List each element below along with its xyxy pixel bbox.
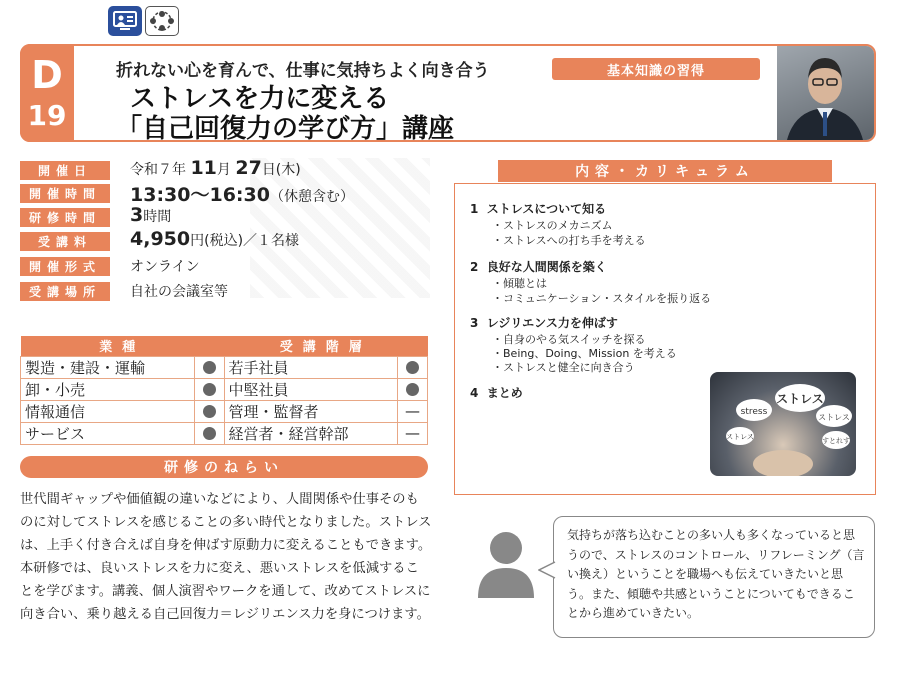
bubble-text: ストレス bbox=[776, 392, 824, 406]
table-row bbox=[21, 356, 428, 378]
aims-text: 世代間ギャップや価値観の違いなどにより、人間関係や仕事そのものに対してストレスを感じることの多い時代となりました。ストレスは、上手く付き合えば自身を伸ばす原動力に変えることもできます。本研修では、良いストレスを力に変え、悪いストレスを低減することを学びます。講義、個人演習やワークを通して、改めてストレスに向き合い、乗り越える自己回復力＝レジリエンス力を身につけます。 bbox=[20, 492, 432, 622]
level-mark: — bbox=[398, 422, 428, 444]
curriculum-item: 2 良好な人間関係を築く bbox=[470, 260, 607, 274]
industry-level-table bbox=[20, 336, 428, 445]
instructor-photo bbox=[777, 46, 874, 140]
level-mark bbox=[398, 378, 428, 400]
industry-header: 業種 bbox=[21, 336, 225, 356]
course-code-box bbox=[20, 44, 74, 142]
curriculum-item: 4 まとめ bbox=[470, 386, 523, 400]
info-label: 受講料 bbox=[20, 232, 110, 251]
curriculum-sub: ・ストレスへの打ち手を考える bbox=[492, 234, 646, 247]
level-cell: 管理・監督者 bbox=[224, 400, 398, 422]
info-label: 研修時間 bbox=[20, 208, 110, 227]
course-title-line1: ストレスを力に変える bbox=[130, 84, 390, 114]
industry-mark bbox=[194, 422, 224, 444]
bubble-text: stress bbox=[740, 407, 768, 417]
table-row bbox=[21, 422, 428, 444]
curriculum-item: 1 ストレスについて知る bbox=[470, 202, 607, 216]
bubble-text: ストレス bbox=[726, 433, 754, 441]
info-label: 受講場所 bbox=[20, 282, 110, 301]
industry-cell: サービス bbox=[21, 422, 195, 444]
info-value: 13:30～16:30（休憩含む） bbox=[130, 184, 354, 206]
industry-cell: 情報通信 bbox=[21, 400, 195, 422]
group-work-icon bbox=[145, 6, 179, 36]
info-value: 3時間 bbox=[130, 204, 172, 226]
table-row bbox=[21, 400, 428, 422]
info-label: 開催日 bbox=[20, 161, 110, 180]
curriculum-sub: ・コミュニケーション・スタイルを振り返る bbox=[492, 292, 712, 305]
stress-illustration bbox=[710, 372, 856, 476]
level-cell: 中堅社員 bbox=[224, 378, 398, 400]
table-row bbox=[21, 378, 428, 400]
info-value: オンライン bbox=[130, 259, 200, 275]
info-value: 4,950円(税込)／１名様 bbox=[130, 228, 300, 250]
info-value: 自社の会議室等 bbox=[130, 284, 228, 300]
course-letter: D bbox=[31, 53, 63, 97]
info-row-duration bbox=[20, 204, 172, 227]
info-row-format bbox=[20, 256, 200, 276]
level-header: 受講階層 bbox=[224, 336, 428, 356]
level-cell: 若手社員 bbox=[224, 356, 398, 378]
bubble-text: すとれす bbox=[822, 437, 850, 445]
info-label: 開催時間 bbox=[20, 184, 110, 203]
industry-mark bbox=[194, 356, 224, 378]
curriculum-sub: ・ストレスのメカニズム bbox=[492, 219, 613, 232]
industry-mark bbox=[194, 400, 224, 422]
industry-cell: 卸・小売 bbox=[21, 378, 195, 400]
curriculum-sub: ・自身のやる気スイッチを探る bbox=[492, 333, 646, 346]
info-row-fee bbox=[20, 228, 300, 251]
course-title-line2: 「自己回復力の学び方」講座 bbox=[116, 114, 455, 144]
info-label: 開催形式 bbox=[20, 257, 110, 276]
curriculum-item: 3 レジリエンス力を伸ばす bbox=[470, 316, 618, 330]
course-number: 19 bbox=[27, 99, 67, 132]
category-badge: 基本知識の習得 bbox=[552, 58, 760, 80]
course-subtitle: 折れない心を育んで、仕事に気持ちよく向き合う bbox=[116, 61, 490, 81]
curriculum-sub: ・ストレスと健全に向き合う bbox=[492, 361, 635, 374]
curriculum-sub: ・傾聴とは bbox=[492, 277, 547, 290]
participant-avatar-icon bbox=[476, 528, 536, 600]
level-cell: 経営者・経営幹部 bbox=[224, 422, 398, 444]
info-row-venue bbox=[20, 281, 228, 301]
level-mark bbox=[398, 356, 428, 378]
curriculum-heading: 内容・カリキュラム bbox=[498, 160, 832, 182]
industry-cell: 製造・建設・運輸 bbox=[21, 356, 195, 378]
info-row-date bbox=[20, 157, 301, 180]
online-seminar-icon bbox=[108, 6, 142, 36]
industry-mark bbox=[194, 378, 224, 400]
level-mark: — bbox=[398, 400, 428, 422]
info-row-time bbox=[20, 183, 354, 206]
aims-heading: 研修のねらい bbox=[20, 456, 428, 478]
curriculum-sub: ・Being、Doing、Mission を考える bbox=[492, 347, 677, 360]
bubble-text: ストレス bbox=[818, 413, 850, 422]
info-value: 令和７年 11月 27日(木) bbox=[130, 157, 301, 179]
bubble-pointer bbox=[538, 560, 556, 580]
comment-text: 気持ちが落ち込むことの多い人も多くなっていると思うので、ストレスのコントロール、リフレーミング（言い換え）ということを職場へも伝えていきたいと思う。また、傾聴や共感ということについてもできることから進めていきたい。 bbox=[567, 528, 865, 620]
